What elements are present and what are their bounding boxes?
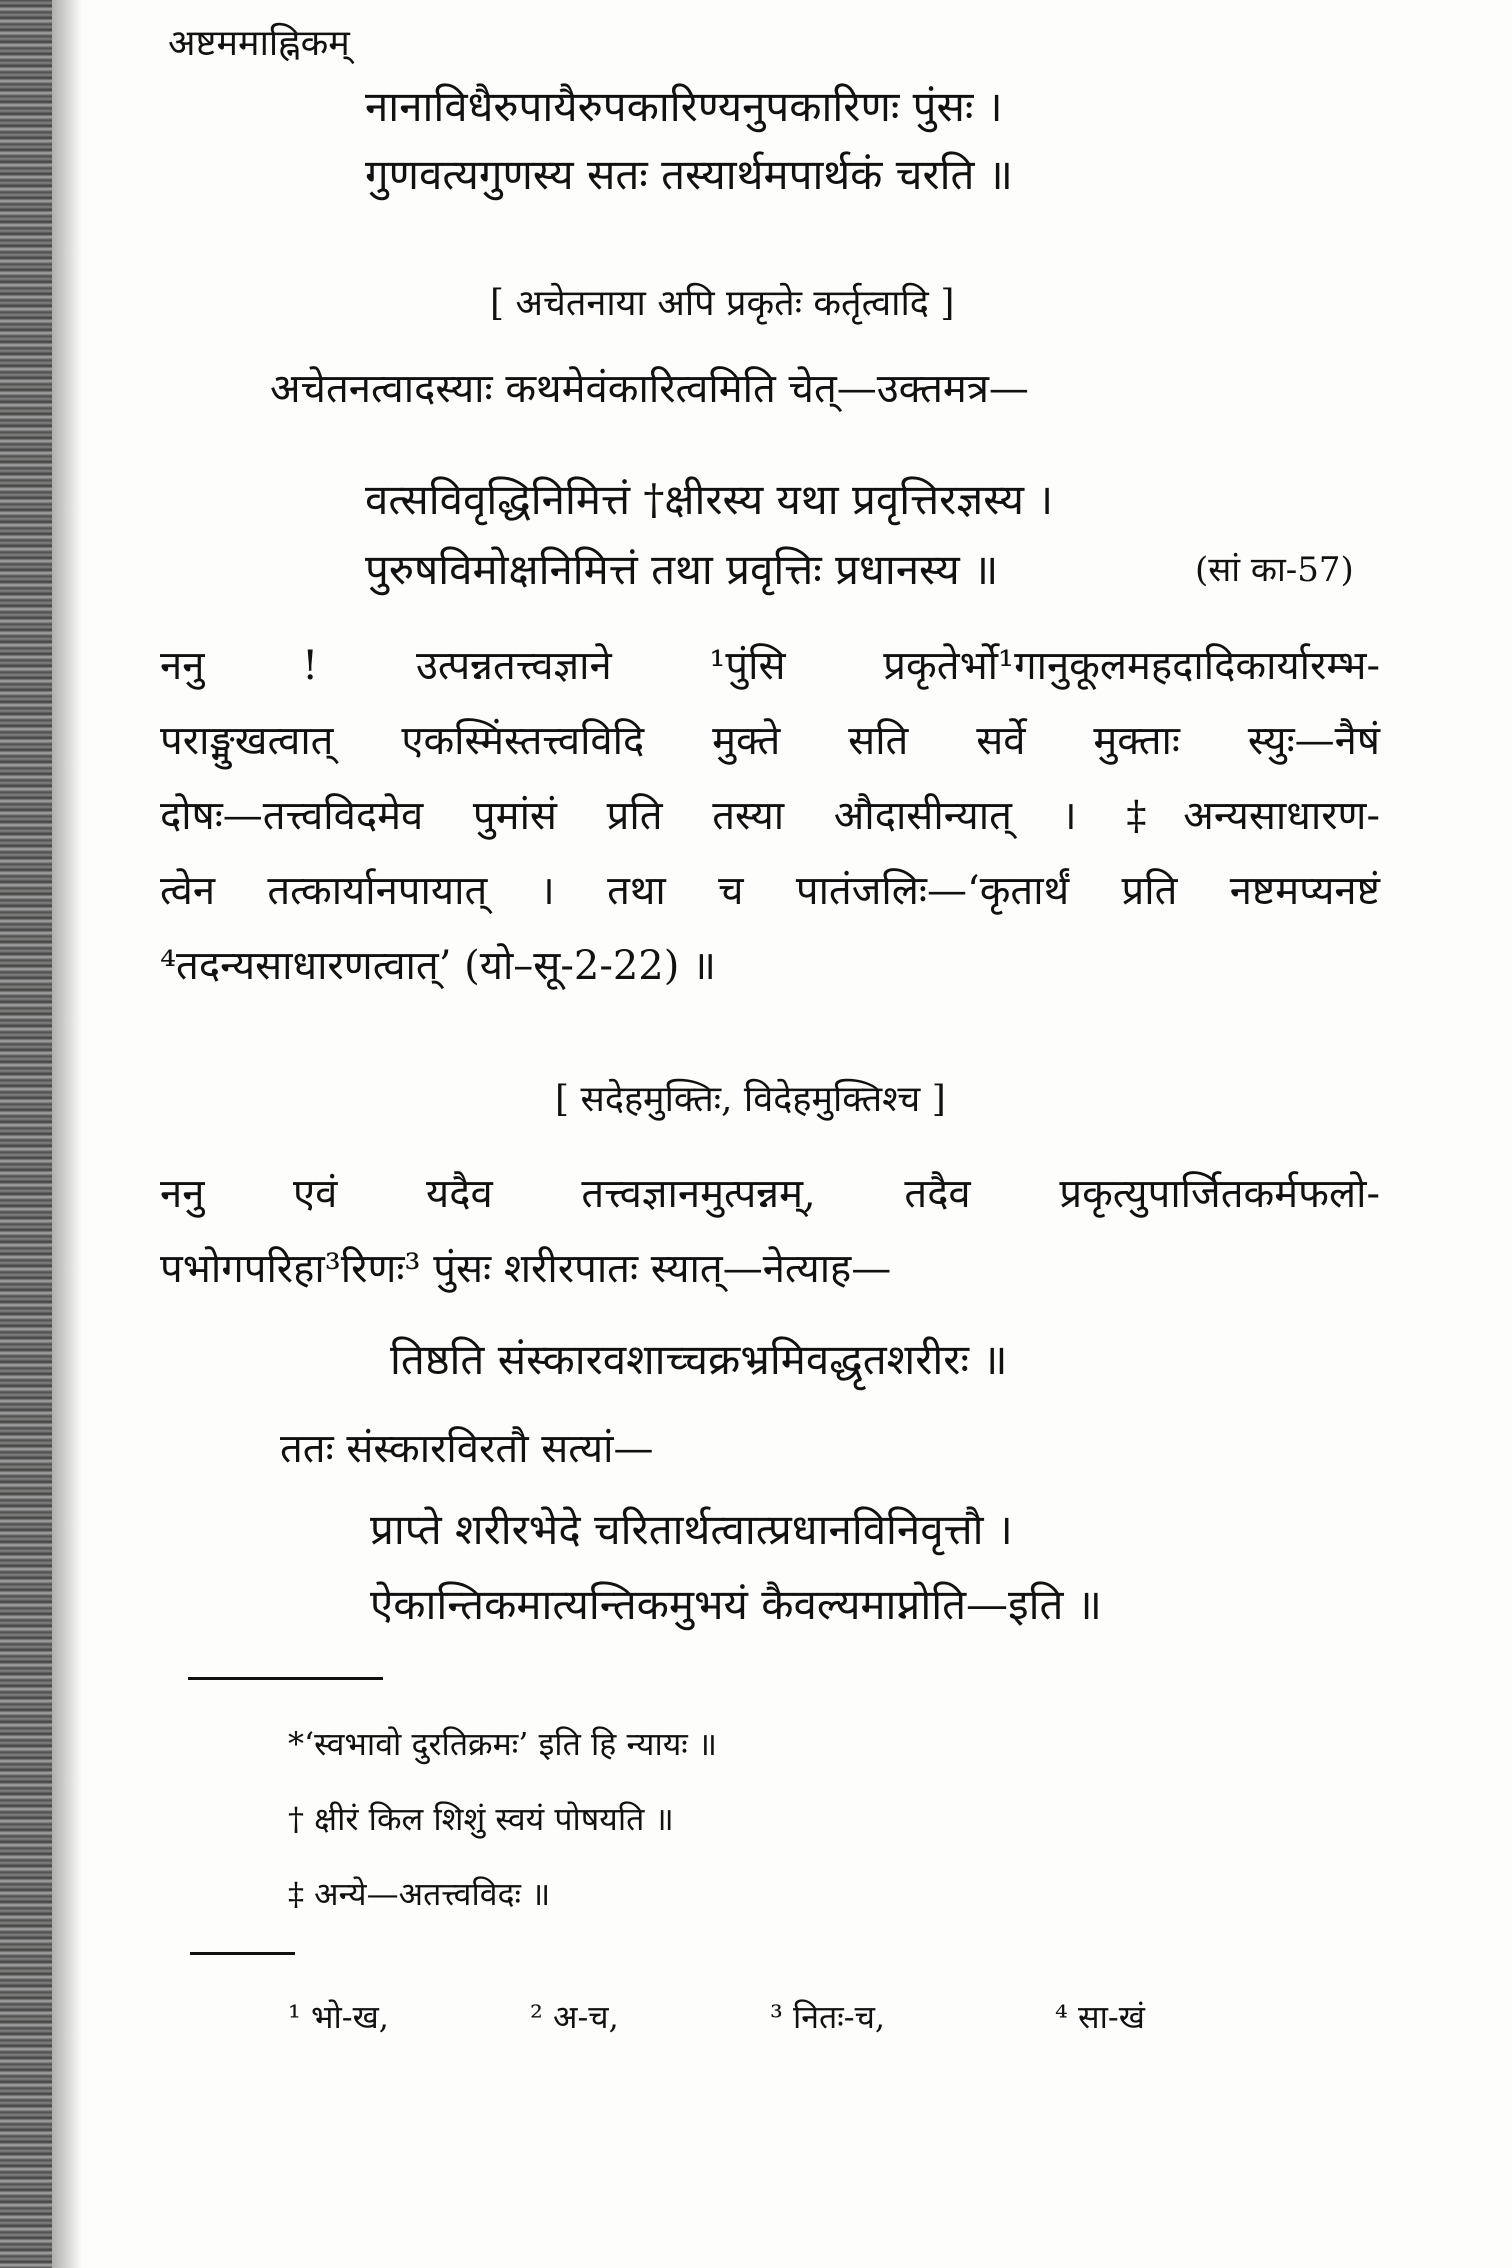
section-heading-2: [ सदेहमुक्तिः, विदेहमुक्तिश्च ] [555,1079,946,1120]
binding-shadow [52,0,82,2268]
paragraph-1-line-1: ननु ! उत्पन्नतत्त्वज्ञाने ¹पुंसि प्रकृतेर्भो¹गानुकूलमहदादिकार्यारम्भ- [160,643,1380,689]
variant-reading-3: ³ नितः-च, [770,1998,886,2036]
paragraph-1-line-3: दोषः—तत्त्वविदमेव पुमांसं प्रति तस्या औदासीन्यात् । ‡अन्यसाधारण- [160,793,1380,839]
section-heading-1: [ अचेतनाया अपि प्रकृतेः कर्तृत्वादि ] [490,283,955,324]
verse-1-line-2: गुणवत्यगुणस्य सतः तस्यार्थमपार्थकं चरति ॥ [365,150,1013,199]
verse-2-reference: (सां का-57) [1195,550,1354,590]
book-binding-edge [0,0,52,2268]
verse-2-line-1: वत्सविवृद्धिनिमित्तं †क्षीरस्य यथा प्रवृत्तिरज्ञस्य । [365,475,1054,524]
intro-line-2: ततः संस्कारविरतौ सत्यां— [280,1426,654,1472]
footnote-divider [188,1677,383,1680]
paragraph-2-line-1: ननु एवं यदैव तत्त्वज्ञानमुत्पन्नम्, तदैव प्रकृत्युपार्जितकर्मफलो- [160,1171,1380,1217]
verse-3: तिष्ठति संस्कारवशाच्चक्रभ्रमिवद्धृतशरीरः ॥ [390,1335,1008,1384]
footnote-2: † क्षीरं किल शिशुं स्वयं पोषयति ॥ [288,1800,674,1838]
footnote-1: *‘स्वभावो दुरतिक्रमः’ इति हि न्यायः ॥ [288,1725,718,1763]
verse-1-line-1: नानाविधैरुपायैरुपकारिण्यनुपकारिणः पुंसः । [365,82,1003,131]
variant-reading-1: ¹ भो-ख, [288,1998,389,2036]
paragraph-1-line-2: पराङ्मुखत्वात् एकस्मिंस्तत्त्वविदि मुक्ते सति सर्वे मुक्ताः स्युः—नैषं [160,718,1380,764]
intro-line-1: अचेतनत्वादस्याः कथमेवंकारित्वमिति चेत्—उक्तमत्र— [270,366,1029,412]
footnote-3: ‡ अन्ये—अतत्त्वविदः ॥ [288,1875,551,1913]
running-head: अष्टममाह्निकम् [168,23,350,64]
verse-4-line-2: ऐकान्तिकमात्यन्तिकमुभयं कैवल्यमाप्नोति—इति ॥ [370,1580,1102,1629]
variant-reading-2: ² अ-च, [530,1998,619,2036]
verse-2-line-2: पुरुषविमोक्षनिमित्तं तथा प्रवृत्तिः प्रधानस्य ॥ [365,545,999,594]
paragraph-1-line-5: ⁴तदन्यसाधारणत्वात्’ (यो–सू-2-22) ॥ [160,943,717,989]
variant-divider [190,1952,295,1955]
paragraph-1-line-4: त्वेन तत्कार्यानपायात् । तथा च पातंजलिः—‘कृतार्थं प्रति नष्टमप्यनष्टं [160,868,1380,914]
paragraph-2-line-2: पभोगपरिहा³रिणः³ पुंसः शरीरपातः स्यात्—नेत्याह— [160,1246,892,1292]
variant-reading-4: ⁴ सा-खं [1055,1998,1145,2036]
verse-4-line-1: प्राप्ते शरीरभेदे चरितार्थत्वात्प्रधानविनिवृत्तौ । [370,1505,1013,1554]
